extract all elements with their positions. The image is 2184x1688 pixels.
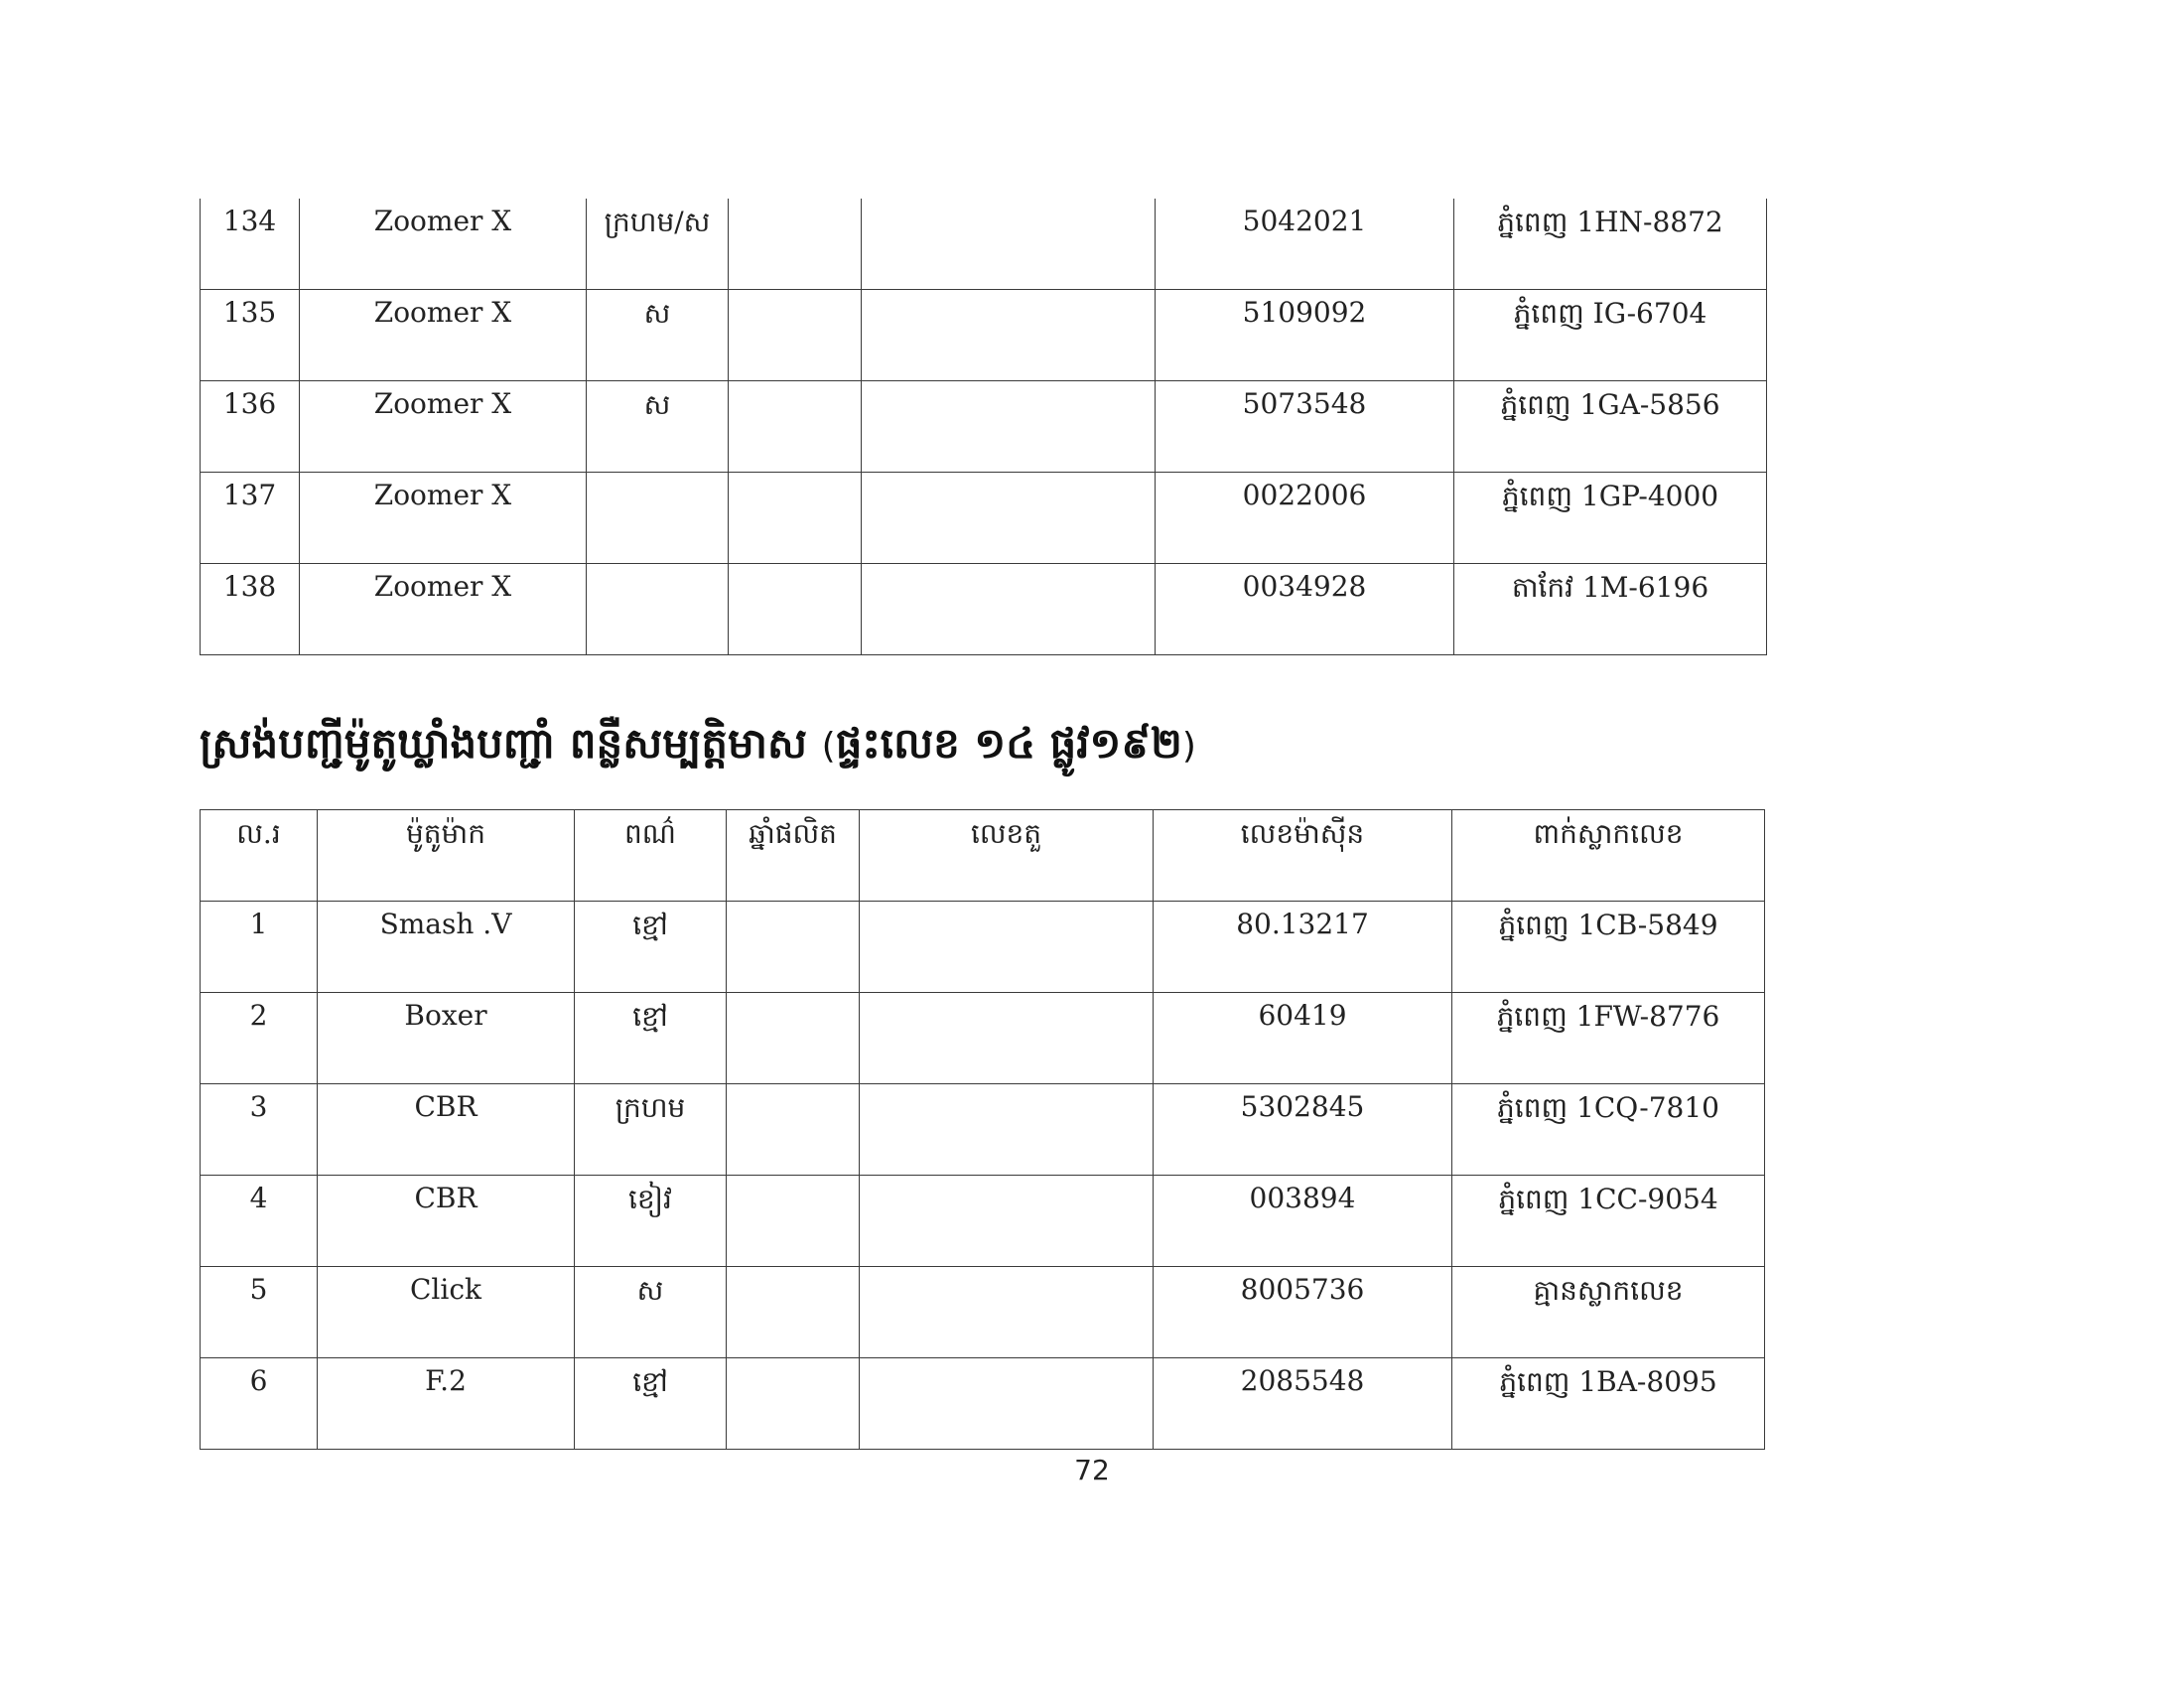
- cell-engine-no: 80.13217: [1154, 902, 1452, 993]
- cell-model: Boxer: [318, 993, 575, 1084]
- cell-engine-no: 60419: [1154, 993, 1452, 1084]
- cell-no: 136: [201, 381, 300, 473]
- cell-color: ខ្មៅ: [575, 1358, 727, 1450]
- cell-year: [727, 993, 860, 1084]
- cell-frame-no: [862, 564, 1156, 655]
- cell-frame-no: [860, 1358, 1154, 1450]
- cell-no: 4: [201, 1176, 318, 1267]
- cell-engine-no: 5073548: [1156, 381, 1454, 473]
- cell-no: 1: [201, 902, 318, 993]
- cell-color: [587, 564, 729, 655]
- cell-color: [587, 473, 729, 564]
- cell-no: 134: [201, 199, 300, 290]
- cell-frame-no: [862, 290, 1156, 381]
- cell-model: CBR: [318, 1084, 575, 1176]
- cell-plate: ភ្នំពេញ 1BA-8095: [1452, 1358, 1765, 1450]
- cell-color: ស: [575, 1267, 727, 1358]
- table-row: [201, 1358, 1765, 1450]
- paren-open: (: [821, 726, 836, 767]
- motorcycle-table: [200, 809, 1765, 1450]
- cell-frame-no: [860, 1176, 1154, 1267]
- cell-color: ខ្មៅ: [575, 902, 727, 993]
- paren-close: ): [1181, 726, 1196, 767]
- cell-plate: ភ្នំពេញ 1FW-8776: [1452, 993, 1765, 1084]
- cell-frame-no: [862, 199, 1156, 290]
- header-engine-no: លេខម៉ាស៊ីន: [1154, 810, 1452, 902]
- cell-plate: តាកែវ 1M-6196: [1454, 564, 1767, 655]
- cell-engine-no: 2085548: [1154, 1358, 1452, 1450]
- cell-no: 2: [201, 993, 318, 1084]
- cell-no: 6: [201, 1358, 318, 1450]
- cell-plate: ភ្នំពេញ 1GA-5856: [1454, 381, 1767, 473]
- table-body: [201, 199, 1767, 655]
- table-row: [201, 381, 1767, 473]
- cell-plate: គ្មានស្លាកលេខ: [1452, 1267, 1765, 1358]
- table-header-row: [201, 810, 1765, 902]
- cell-model: Zoomer X: [300, 564, 587, 655]
- table-row: [201, 199, 1767, 290]
- cell-engine-no: 5042021: [1156, 199, 1454, 290]
- table-row: [201, 1267, 1765, 1358]
- cell-frame-no: [860, 902, 1154, 993]
- cell-color: ក្រហម/ស: [587, 199, 729, 290]
- table-row: [201, 993, 1765, 1084]
- cell-no: 5: [201, 1267, 318, 1358]
- header-year: ឆ្នាំផលិត: [727, 810, 860, 902]
- cell-frame-no: [860, 1084, 1154, 1176]
- table-row: [201, 1176, 1765, 1267]
- cell-model: Zoomer X: [300, 473, 587, 564]
- cell-engine-no: 0022006: [1156, 473, 1454, 564]
- cell-year: [729, 199, 862, 290]
- cell-model: Zoomer X: [300, 290, 587, 381]
- header-color: ពណ៌: [575, 810, 727, 902]
- cell-year: [729, 564, 862, 655]
- cell-color: ស: [587, 290, 729, 381]
- cell-frame-no: [862, 381, 1156, 473]
- cell-year: [729, 290, 862, 381]
- cell-engine-no: 5109092: [1156, 290, 1454, 381]
- header-no: ល.រ: [201, 810, 318, 902]
- cell-engine-no: 8005736: [1154, 1267, 1452, 1358]
- table-body: [201, 902, 1765, 1450]
- header-plate: ពាក់ស្លាកលេខ: [1452, 810, 1765, 902]
- motorcycle-table-continued: [200, 199, 1767, 655]
- table-row: [201, 902, 1765, 993]
- cell-frame-no: [862, 473, 1156, 564]
- cell-plate: ភ្នំពេញ 1HN-8872: [1454, 199, 1767, 290]
- cell-engine-no: 0034928: [1156, 564, 1454, 655]
- cell-model: Click: [318, 1267, 575, 1358]
- cell-plate: ភ្នំពេញ 1CQ-7810: [1452, 1084, 1765, 1176]
- cell-year: [729, 381, 862, 473]
- cell-model: Smash .V: [318, 902, 575, 993]
- cell-model: F.2: [318, 1358, 575, 1450]
- page-number: 72: [1074, 1454, 1110, 1486]
- cell-no: 135: [201, 290, 300, 381]
- cell-model: CBR: [318, 1176, 575, 1267]
- cell-plate: ភ្នំពេញ 1CC-9054: [1452, 1176, 1765, 1267]
- section-title: ស្រង់បញ្ជីម៉ូតូឃ្លាំងបញ្ជាំ ពន្លឺសម្បត្តិមាស: [200, 719, 808, 768]
- cell-model: Zoomer X: [300, 381, 587, 473]
- cell-color: ស: [587, 381, 729, 473]
- cell-year: [727, 1267, 860, 1358]
- cell-plate: ភ្នំពេញ IG-6704: [1454, 290, 1767, 381]
- cell-year: [727, 1358, 860, 1450]
- cell-model: Zoomer X: [300, 199, 587, 290]
- cell-no: 3: [201, 1084, 318, 1176]
- cell-year: [727, 1084, 860, 1176]
- cell-year: [727, 902, 860, 993]
- section-heading: [200, 717, 1196, 778]
- cell-color: ខ្មៅ: [575, 993, 727, 1084]
- section-subtitle: ផ្ទះលេខ ១៤ ផ្លូវ១៩២: [835, 719, 1182, 768]
- cell-year: [729, 473, 862, 564]
- table-row: [201, 564, 1767, 655]
- cell-color: ខៀវ: [575, 1176, 727, 1267]
- cell-color: ក្រហម: [575, 1084, 727, 1176]
- cell-plate: ភ្នំពេញ 1CB-5849: [1452, 902, 1765, 993]
- table-row: [201, 473, 1767, 564]
- cell-no: 138: [201, 564, 300, 655]
- cell-engine-no: 5302845: [1154, 1084, 1452, 1176]
- cell-no: 137: [201, 473, 300, 564]
- header-model: ម៉ូតូម៉ាក: [318, 810, 575, 902]
- header-frame-no: លេខតួ: [860, 810, 1154, 902]
- cell-frame-no: [860, 1267, 1154, 1358]
- cell-plate: ភ្នំពេញ 1GP-4000: [1454, 473, 1767, 564]
- cell-frame-no: [860, 993, 1154, 1084]
- table-row: [201, 290, 1767, 381]
- cell-engine-no: 003894: [1154, 1176, 1452, 1267]
- table-row: [201, 1084, 1765, 1176]
- cell-year: [727, 1176, 860, 1267]
